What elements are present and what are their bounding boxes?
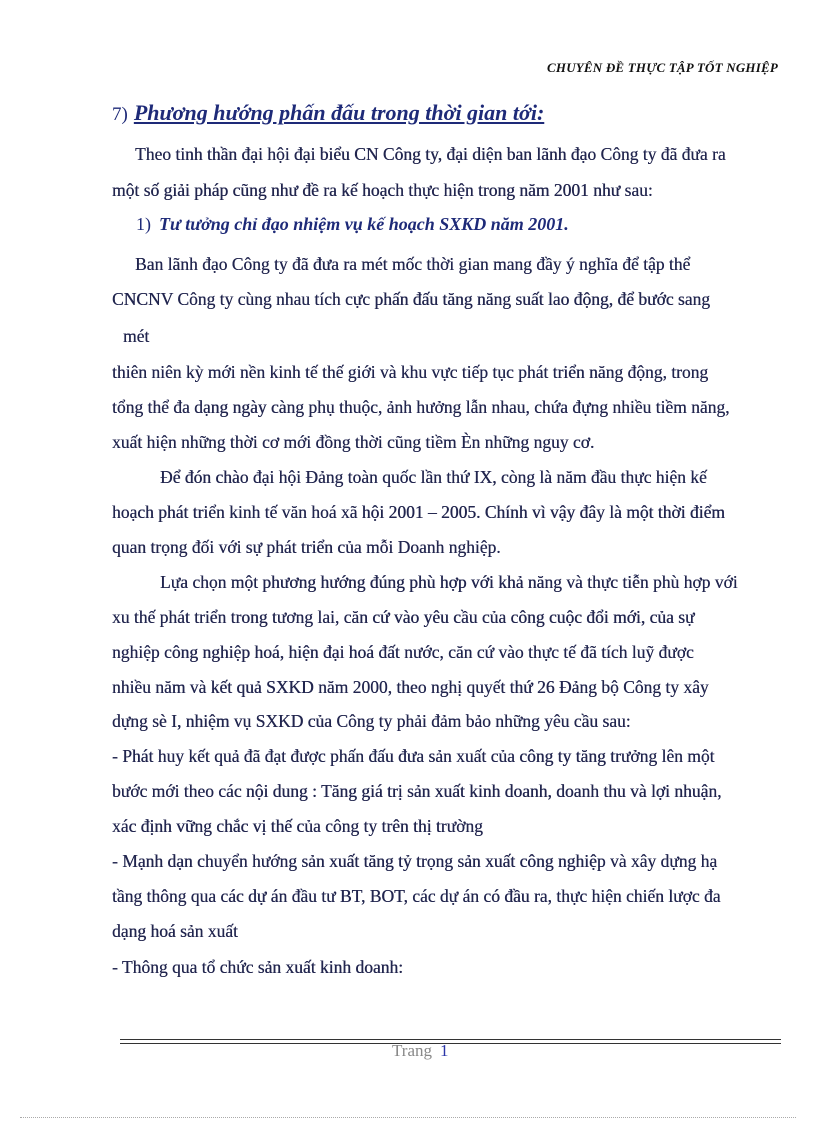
paragraph-line: Ban lãnh đạo Công ty đã đưa ra mét mốc thời gian mang đầy ý nghĩa để tập thể <box>135 254 691 274</box>
page-label: Trang <box>392 1041 432 1060</box>
paragraph-line: dựng sè I, nhiệm vụ SXKD của Công ty phải đảm bảo những yêu cầu sau: <box>112 711 631 731</box>
section-title: Phương hướng phấn đấu trong thời gian tới: <box>133 100 545 125</box>
paragraph-line: một số giải pháp cũng như đề ra kế hoạch thực hiện trong năm 2001 như sau: <box>112 180 653 200</box>
paragraph-line: xuất hiện những thời cơ mới đồng thời cũng tiềm Èn những nguy cơ. <box>112 432 595 452</box>
paragraph-line: nghiệp công nghiệp hoá, hiện đại hoá đất nước, căn cứ vào thực tế đã tích luỹ được <box>112 642 694 662</box>
section-heading <box>112 100 544 126</box>
paragraph-line: tổng thể đa dạng ngày càng phụ thuộc, ảnh hưởng lẫn nhau, chứa đựng nhiều tiềm năng, <box>112 397 730 417</box>
subsection-title: Tư tưởng chỉ đạo nhiệm vụ kế hoạch SXKD năm 2001. <box>159 214 569 234</box>
footer-rule-bottom <box>120 1043 781 1044</box>
paragraph-line: - Mạnh dạn chuyển hướng sản xuất tăng tỷ trọng sản xuất công nghiệp và xây dựng hạ <box>112 851 718 871</box>
page-number: 1 <box>440 1041 449 1060</box>
page-footer <box>392 1041 449 1061</box>
paragraph-line: Để đón chào đại hội Đảng toàn quốc lần thứ IX, còng là năm đầu thực hiện kế <box>160 467 707 487</box>
paragraph-line: nhiều năm và kết quả SXKD năm 2000, theo nghị quyết thứ 26 Đảng bộ Công ty xây <box>112 677 709 697</box>
paragraph-line: hoạch phát triển kinh tế văn hoá xã hội 2001 – 2005. Chính vì vậy đây là một thời điểm <box>112 502 725 522</box>
paragraph-line: - Thông qua tổ chức sản xuất kinh doanh: <box>112 957 404 977</box>
paragraph-line: xu thế phát triển trong tương lai, căn cứ vào yêu cầu của công cuộc đổi mới, của sự <box>112 607 695 627</box>
section-number: 7) <box>112 104 128 125</box>
footer-rule-top <box>120 1039 781 1040</box>
paragraph-line: Theo tinh thần đại hội đại biểu CN Công ty, đại diện ban lãnh đạo Công ty đã đưa ra <box>135 144 726 164</box>
paragraph-line: quan trọng đối với sự phát triển của mỗi Doanh nghiệp. <box>112 537 501 557</box>
subsection-number: 1) <box>136 214 151 234</box>
paragraph-line: Lựa chọn một phương hướng đúng phù hợp với khả năng và thực tiễn phù hợp với <box>160 572 738 592</box>
paragraph-line: bước mới theo các nội dung : Tăng giá trị sản xuất kinh doanh, doanh thu và lợi nhuận, <box>112 781 722 801</box>
paragraph-line: tầng thông qua các dự án đầu tư BT, BOT, các dự án có đầu ra, thực hiện chiến lược đa <box>112 886 721 906</box>
paragraph-line: CNCNV Công ty cùng nhau tích cực phấn đấu tăng năng suất lao động, để bước sang <box>112 289 710 309</box>
paragraph-line: - Phát huy kết quả đã đạt được phấn đấu đưa sản xuất của công ty tăng trưởng lên một <box>112 746 715 766</box>
paragraph-line: thiên niên kỳ mới nền kinh tế thế giới và khu vực tiếp tục phát triển năng động, trong <box>112 362 709 382</box>
paragraph-line: mét <box>123 326 150 346</box>
page-bottom-border <box>20 1117 796 1118</box>
subsection-heading <box>136 214 569 235</box>
paragraph-line: dạng hoá sản xuất <box>112 921 238 941</box>
paragraph-line: xác định vững chắc vị thế của công ty trên thị trường <box>112 816 483 836</box>
running-header: CHUYÊN ĐỀ THỰC TẬP TỐT NGHIỆP <box>547 60 778 75</box>
